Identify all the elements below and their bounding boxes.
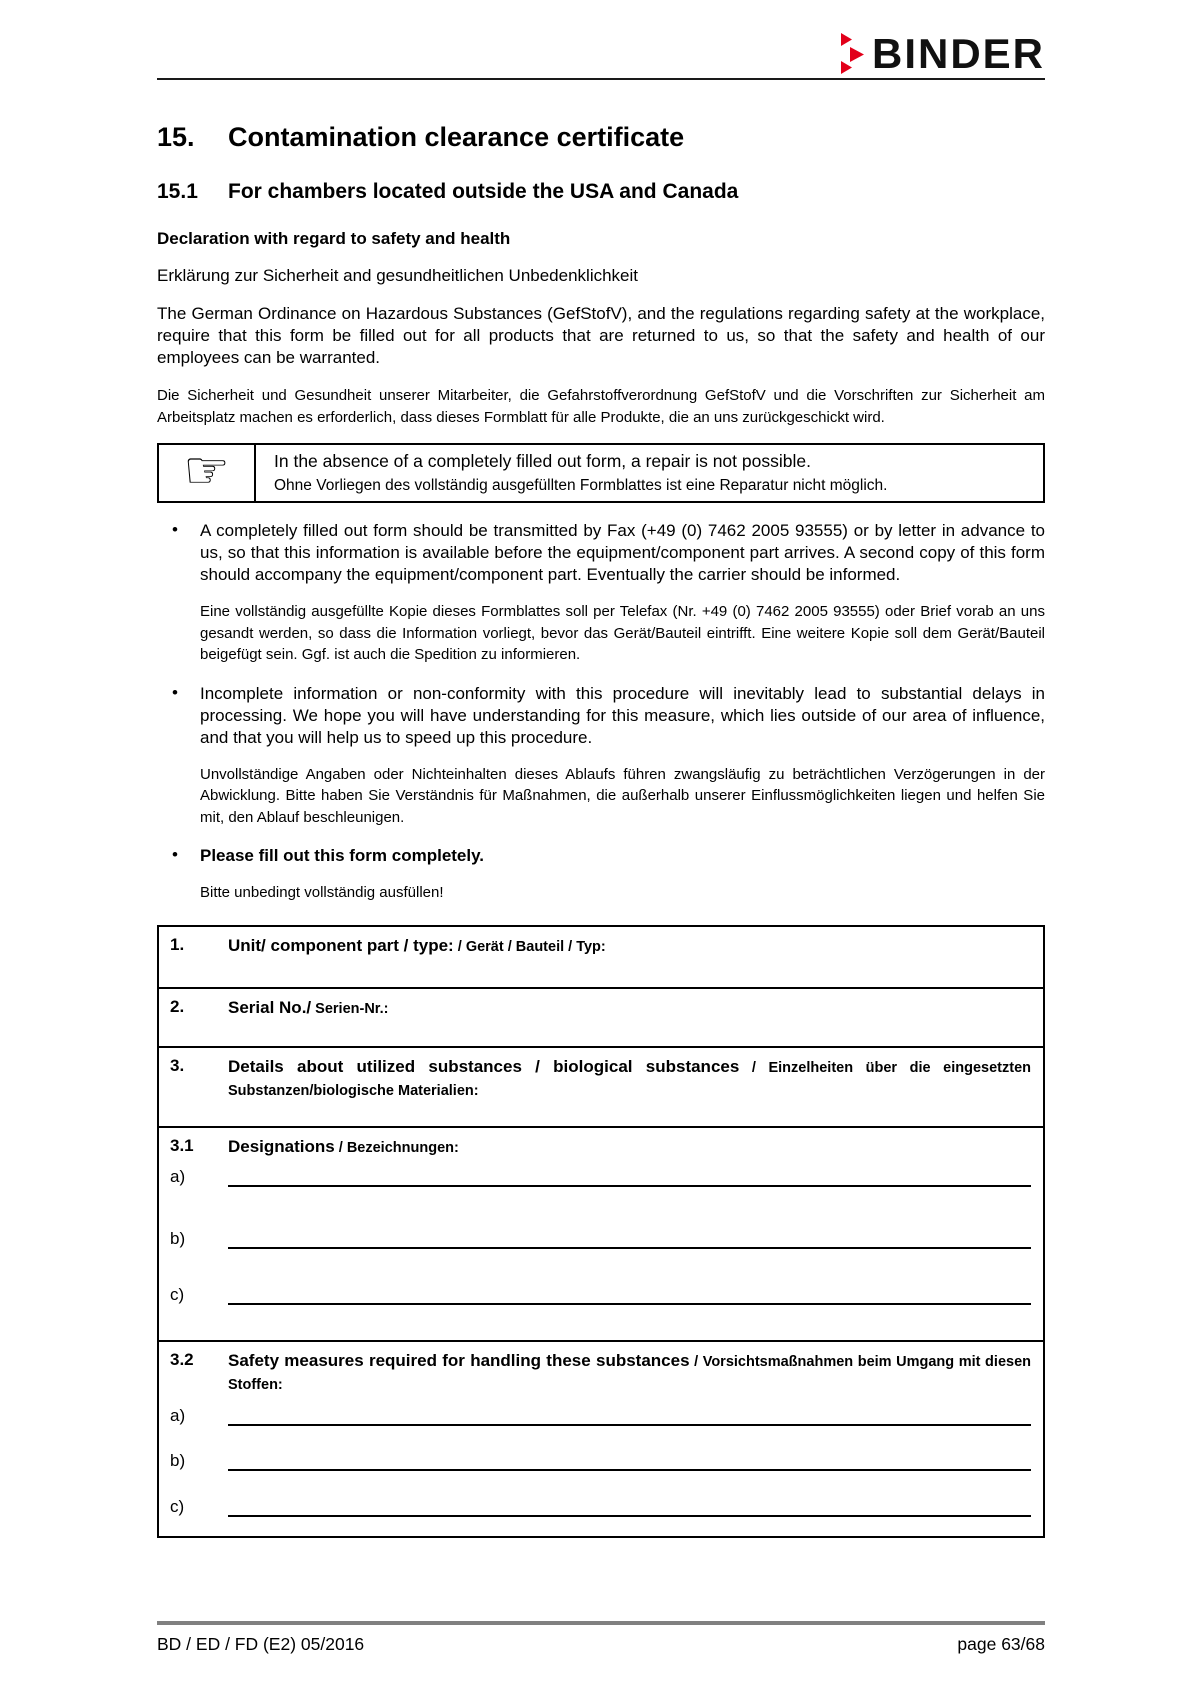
bullet-icon: • [172, 520, 178, 539]
bullet-item-fax [157, 520, 1045, 586]
fill-in-line-safety-c [228, 1493, 1031, 1517]
declaration-title-en: Declaration with regard to safety and health [157, 229, 511, 248]
field-letter: a) [170, 1166, 186, 1186]
bullet-item-fill-out [157, 845, 1045, 867]
bullet-icon: • [172, 682, 178, 702]
notice-icon-cell [159, 442, 256, 501]
field-letter: b) [170, 1450, 186, 1470]
notice-line-de: Ohne Vorliegen des vollständig ausgefüllten Formblattes ist eine Reparatur nicht möglich. [274, 477, 888, 494]
bullet-text-de: Bitte unbedingt vollständig ausfüllen! [200, 884, 444, 901]
bullet-text-de: Unvollständige Angaben oder Nichteinhalten dieses Ablaufs führen zwangsläufig zu beträchtlichen Verzögerungen in der Abwicklung. Bitte haben Sie Verständnis für Maßnahmen, die außerhalb unserer Einflussmöglichkeiten liegen und helfen Sie mit, den Ablauf beschleunigen. [200, 765, 1045, 826]
contamination-form-table [157, 925, 1045, 1538]
bullet-item-delays [157, 683, 1045, 749]
field-letter: c) [170, 1284, 185, 1304]
binder-logo [840, 32, 1045, 76]
intro-paragraph-de: Die Sicherheit und Gesundheit unserer Mitarbeiter, die Gefahrstoffverordnung GefStofV und die Vorschriften zur Sicherheit am Arbeitsplatz machen es erforderlich, dass dieses Formblatt für alle Produkte, die an uns zurückgeschickt wird. [157, 387, 1045, 426]
row-number: 2. [170, 996, 185, 1016]
row-number: 3. [170, 1055, 185, 1075]
fill-in-line-safety-b [228, 1447, 1031, 1471]
page-header [157, 0, 1045, 80]
row-number: 3.2 [170, 1349, 194, 1369]
logo-wordmark: BINDER [871, 30, 1045, 77]
notice-text [256, 445, 1043, 501]
row-label: Safety measures required for handling these substances / Vorsichtsmaßnahmen beim Umgang mit diesen Stoffen: [228, 1350, 1031, 1393]
fill-in-line-designation-b [228, 1225, 1031, 1249]
section-number: 15. [157, 122, 195, 152]
field-letter: c) [170, 1496, 185, 1516]
binder-triangles-icon [840, 32, 867, 76]
row-label: Designations / Bezeichnungen: [228, 1136, 459, 1156]
pointing-hand-icon: ☞ [183, 442, 230, 500]
table-row-safety-measures [159, 1340, 1043, 1536]
footer-document-id: BD / ED / FD (E2) 05/2016 [157, 1634, 365, 1654]
bullet-text-de: Eine vollständig ausgefüllte Kopie dieses Formblattes soll per Telefax (Nr. +49 (0) 7462 2005 93555) oder Brief vorab an uns gesandt werden, so dass die Information vorliegt, bevor das Gerät/Bauteil eintrifft. Eine weitere Kopie soll dem Gerät/Bauteil beigefügt sein. Ggf. ist auch die Spedition zu informieren. [200, 603, 1045, 663]
table-row-designations [159, 1126, 1043, 1340]
notice-box [157, 443, 1045, 503]
subsection-title: For chambers located outside the USA and Canada [228, 180, 739, 203]
footer-page-number: page 63/68 [957, 1634, 1045, 1654]
table-row-substances [159, 1046, 1043, 1126]
table-row-unit [159, 927, 1043, 987]
bullet-text-en: A completely filled out form should be transmitted by Fax (+49 (0) 7462 2005 93555) or by letter in advance to us, so that this information is available before the equipment/component part arrives. A second copy of this form should accompany the equipment/component part. Eventually the carrier should be informed. [200, 521, 1045, 584]
bullet-text-en: Incomplete information or non-conformity with this procedure will inevitably lead to substantial delays in processing. We hope you will have understanding for this measure, which lies outside of our area of influence, and that you will help us to speed up this procedure. [200, 683, 1045, 747]
notice-line-en: In the absence of a completely filled out form, a repair is not possible. [274, 451, 811, 471]
fill-in-line-designation-a [228, 1163, 1031, 1187]
bullet-text-en: Please fill out this form completely. [200, 846, 485, 865]
declaration-title-de: Erklärung zur Sicherheit and gesundheitlichen Unbedenklichkeit [157, 266, 639, 285]
fill-in-line-designation-c [228, 1281, 1031, 1305]
table-row-serial [159, 987, 1043, 1046]
field-letter: a) [170, 1405, 186, 1425]
section-title: Contamination clearance certificate [228, 122, 685, 152]
row-label: Unit/ component part / type: / Gerät / Bauteil / Typ: [228, 935, 606, 955]
subsection-heading [157, 180, 1045, 204]
page-footer [157, 1621, 1045, 1655]
subsection-number: 15.1 [157, 180, 198, 203]
row-label: Details about utilized substances / biological substances / Einzelheiten über die eingesetzten Substanzen/biologische Materialien: [228, 1056, 1031, 1099]
fill-in-line-safety-a [228, 1402, 1031, 1426]
section-heading [157, 122, 1045, 153]
field-letter: b) [170, 1228, 186, 1248]
bullet-icon: • [172, 845, 178, 864]
intro-paragraph-en: The German Ordinance on Hazardous Substances (GefStofV), and the regulations regarding safety at the workplace, require that this form be filled out for all products that are returned to us, so that the safety and health of our employees can be warranted. [157, 304, 1045, 367]
row-number: 1. [170, 934, 185, 954]
row-number: 3.1 [170, 1135, 194, 1155]
row-label: Serial No./ Serien-Nr.: [228, 997, 389, 1017]
